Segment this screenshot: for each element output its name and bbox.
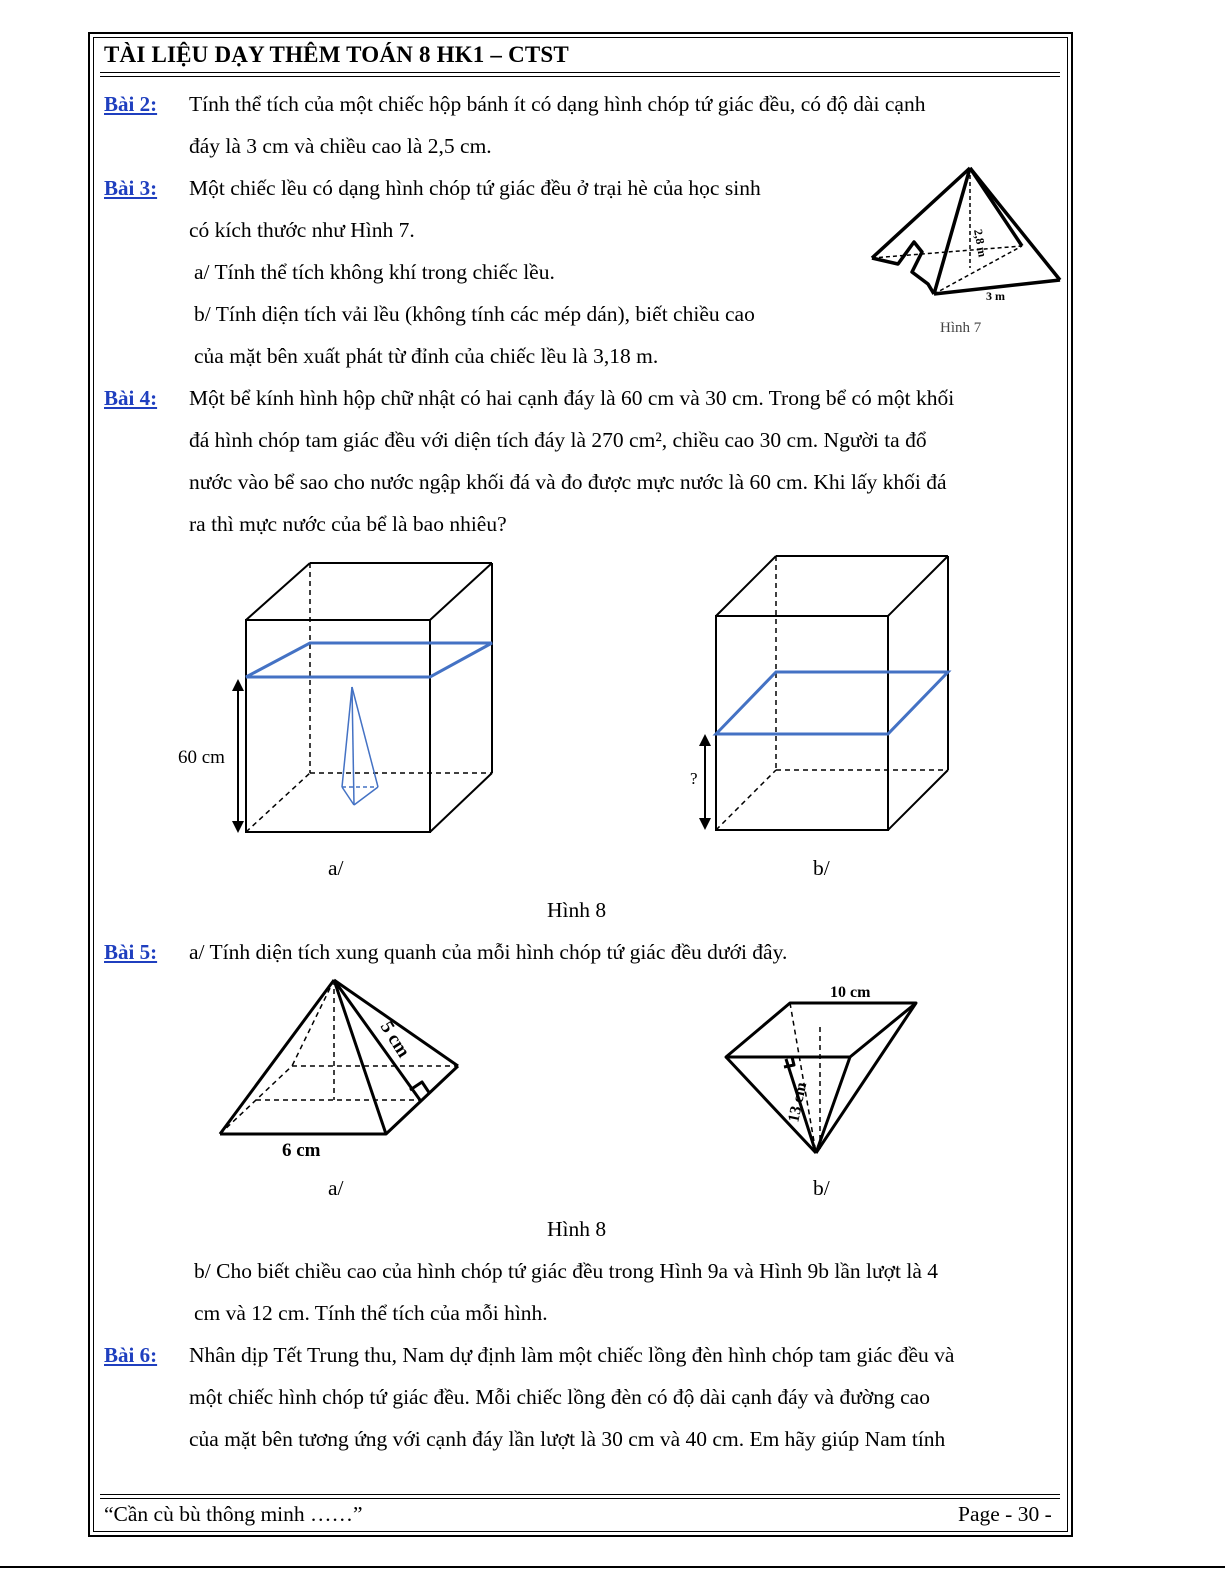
exercise-3-line: có kích thước như Hình 7. — [189, 218, 415, 242]
footer-rule — [100, 1494, 1060, 1495]
exercise-2-line: Tính thể tích của một chiếc hộp bánh ít có dạng hình chóp tứ giác đều, có độ dài cạnh — [189, 92, 926, 116]
figure-8b-water-label: ? — [690, 769, 698, 788]
figure-8a-tank — [170, 555, 510, 845]
figure-7-caption: Hình 7 — [940, 320, 982, 336]
exercise-3-label[interactable]: Bài 3: — [104, 176, 158, 200]
figure-9b-label: b/ — [813, 1176, 830, 1200]
exercise-5-label[interactable]: Bài 5: — [104, 940, 158, 964]
exercise-2-line: đáy là 3 cm và chiều cao là 2,5 cm. — [189, 134, 492, 158]
exercise-4-line: đá hình chóp tam giác đều với diện tích đáy là 270 cm², chiều cao 30 cm. Người ta đổ — [189, 428, 927, 452]
exercise-4-line: nước vào bể sao cho nước ngập khối đá và đo được mực nước là 60 cm. Khi lấy khối đá — [189, 470, 947, 494]
figure-8a-label: a/ — [328, 856, 344, 880]
figure-8a-water-label: 60 cm — [178, 747, 225, 768]
figure-9b-top-label: 10 cm — [830, 984, 871, 1001]
figure-8b-label: b/ — [813, 856, 830, 880]
exercise-6-label[interactable]: Bài 6: — [104, 1343, 158, 1367]
exercise-3-line: Một chiếc lều có dạng hình chóp tứ giác đều ở trại hè của học sinh — [189, 176, 761, 200]
exercise-3-line: của mặt bên xuất phát từ đỉnh của chiếc lều là 3,18 m. — [194, 344, 659, 368]
figure-7-tent — [862, 160, 1072, 340]
figure-9-caption: Hình 8 — [547, 1217, 607, 1241]
exercise-6-line: một chiếc hình chóp tứ giác đều. Mỗi chiếc lồng đèn có độ dài cạnh đáy và đường cao — [189, 1385, 930, 1409]
exercise-5-line: cm và 12 cm. Tính thể tích của mỗi hình. — [194, 1301, 548, 1325]
exercise-4-line: Một bể kính hình hộp chữ nhật có hai cạnh đáy là 60 cm và 30 cm. Trong bể có một khối — [189, 386, 955, 410]
figure-9b-slant-label: 13 cm — [785, 1080, 811, 1124]
figure-8b-tank — [680, 548, 960, 838]
footer-rule-double — [100, 1498, 1060, 1499]
page-bottom-edge — [0, 1566, 1225, 1568]
page-number: Page - 30 - — [958, 1502, 1052, 1526]
figure-9a-pyramid — [210, 972, 470, 1164]
figure-9a-base-label: 6 cm — [282, 1140, 321, 1161]
footer-quote: “Cần cù bù thông minh ……” — [104, 1502, 363, 1526]
figure-8-caption: Hình 8 — [547, 898, 607, 922]
exercise-6-line: của mặt bên tương ứng với cạnh đáy lần lượt là 30 cm và 40 cm. Em hãy giúp Nam tính — [189, 1427, 946, 1451]
exercise-4-line: ra thì mực nước của bể là bao nhiêu? — [189, 512, 507, 536]
exercise-5-line: a/ Tính diện tích xung quanh của mỗi hình chóp tứ giác đều dưới đây. — [189, 940, 788, 964]
document-header-title: TÀI LIỆU DẠY THÊM TOÁN 8 HK1 – CTST — [104, 42, 569, 67]
exercise-4-label[interactable]: Bài 4: — [104, 386, 158, 410]
figure-9a-slant-label: 5 cm — [375, 1017, 414, 1062]
exercise-3-line: a/ Tính thể tích không khí trong chiếc lều. — [194, 260, 555, 284]
figure-7-base-label: 3 m — [986, 289, 1005, 303]
exercise-5-line: b/ Cho biết chiều cao của hình chóp tứ giác đều trong Hình 9a và Hình 9b lần lượt là 4 — [194, 1259, 938, 1283]
exercise-3-line: b/ Tính diện tích vải lều (không tính các mép dán), biết chiều cao — [194, 302, 755, 326]
figure-9b-pyramid — [718, 975, 928, 1160]
figure-7-height-label: 2,8 m — [971, 228, 990, 259]
figure-9a-label: a/ — [328, 1176, 344, 1200]
exercise-2-label[interactable]: Bài 2: — [104, 92, 158, 116]
exercise-6-line: Nhân dịp Tết Trung thu, Nam dự định làm một chiếc lồng đèn hình chóp tam giác đều và — [189, 1343, 955, 1367]
header-rule-double — [100, 76, 1060, 77]
header-rule — [100, 72, 1060, 73]
